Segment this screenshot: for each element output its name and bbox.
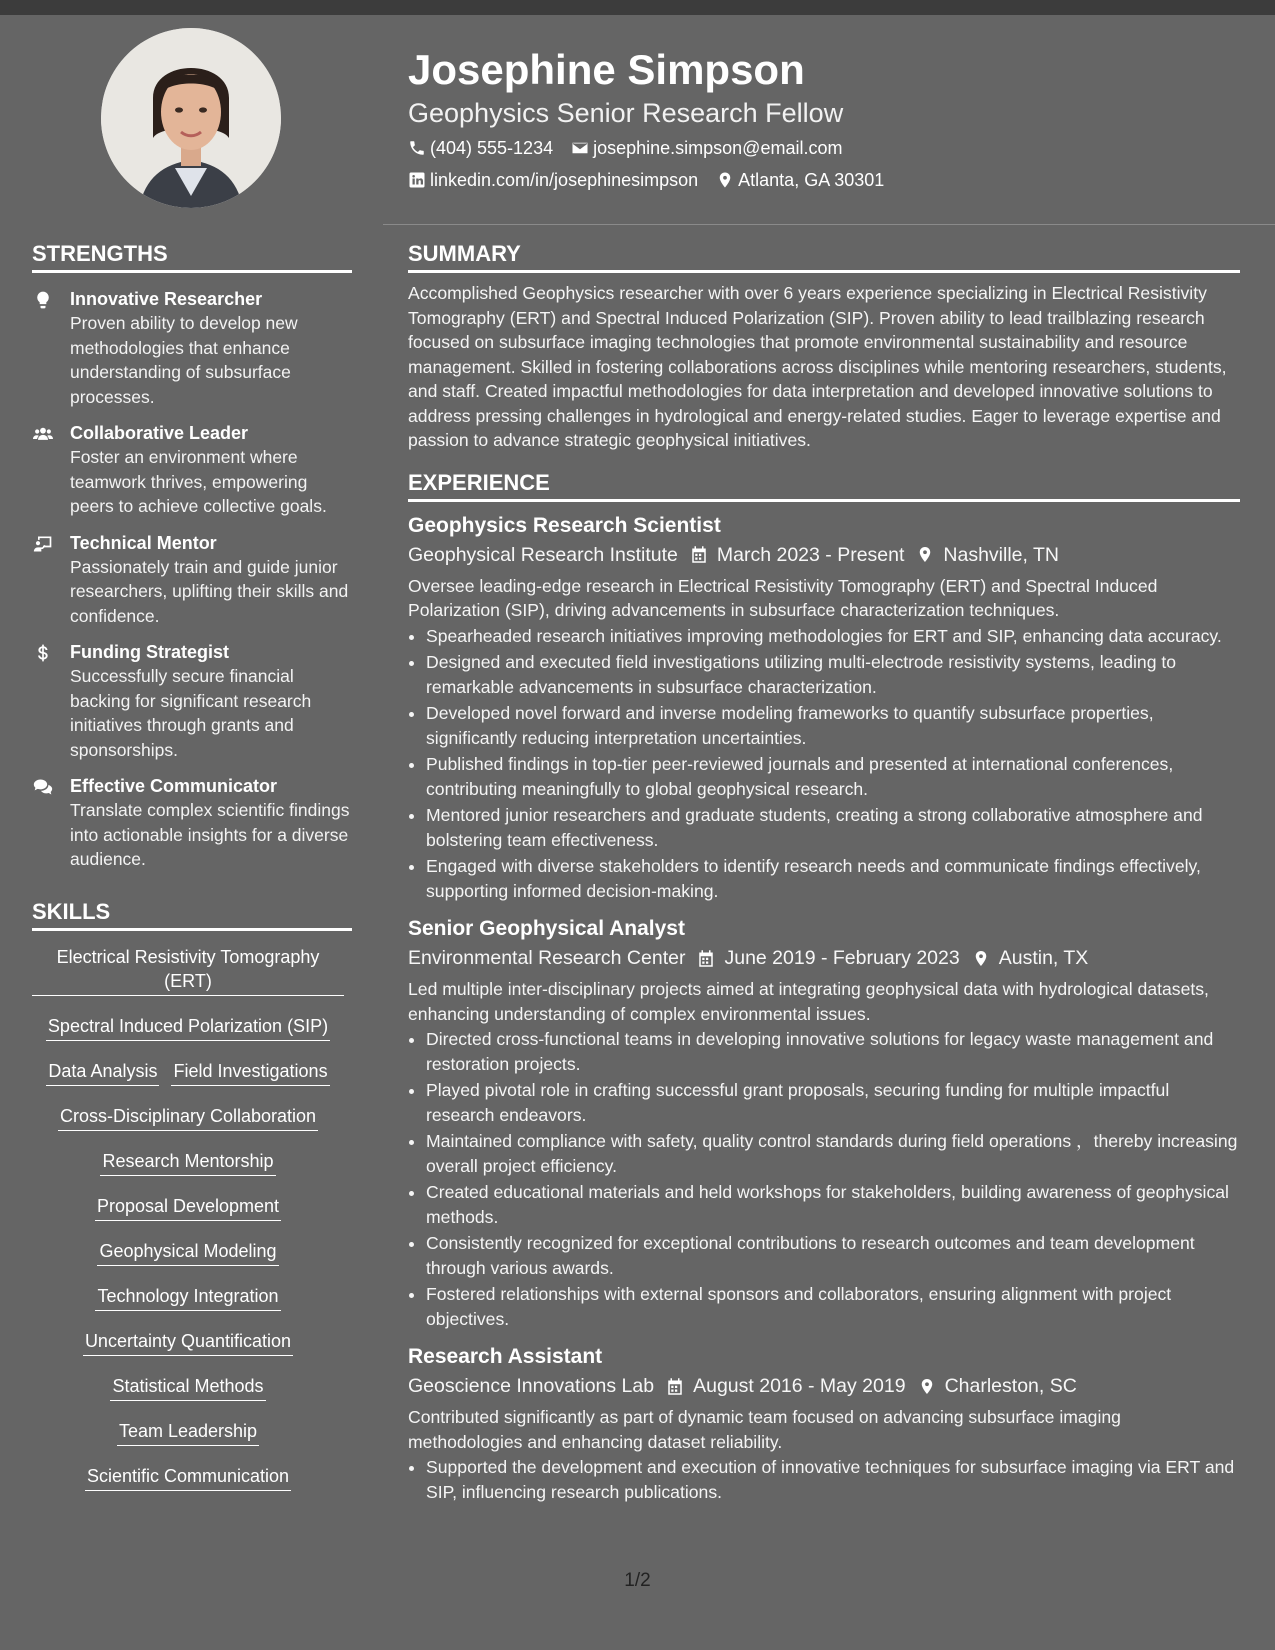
- job-dates: June 2019 - February 2023: [724, 947, 960, 969]
- resume-header: [408, 44, 1228, 192]
- job-description: Contributed significantly as part of dynamic team focused on advancing subsurface imaging methodologies and enhancing dataset reliability.: [408, 1407, 1121, 1452]
- job-meta: [408, 1372, 1240, 1400]
- skill-tag: Research Mentorship: [100, 1149, 275, 1176]
- envelope-icon: [571, 139, 589, 157]
- linkedin-contact[interactable]: [408, 168, 698, 192]
- strength-name: Effective Communicator: [70, 776, 278, 796]
- strength-item: [32, 531, 352, 629]
- experience-list: [408, 512, 1240, 1505]
- header-divider: [383, 224, 1275, 225]
- phone-contact: [408, 136, 553, 160]
- strengths-heading: STRENGTHS: [32, 240, 352, 273]
- skill-tag: Field Investigations: [171, 1059, 329, 1086]
- chalkboard-teacher-icon: [32, 534, 54, 554]
- summary-heading: SUMMARY: [408, 240, 1240, 273]
- job-bullet: • Engaged with diverse stakeholders to identify research needs and communicate findings effectively, supporting informed decision-making.: [426, 854, 1240, 903]
- candidate-title: Geophysics Senior Research Fellow: [408, 98, 844, 128]
- map-marker-icon: [918, 1377, 936, 1396]
- job-bullet: • Consistently recognized for exceptional contributions to research outcomes and team development through various awards.: [426, 1231, 1240, 1280]
- job-role: Geophysics Research Scientist: [408, 513, 721, 537]
- skill-tag: Statistical Methods: [110, 1374, 265, 1401]
- strength-description: Successfully secure financial backing for significant research initiatives through grants and sponsorships.: [70, 666, 312, 760]
- skill-tag: Geophysical Modeling: [97, 1239, 278, 1266]
- job-company: Environmental Research Center: [408, 947, 686, 969]
- job-bullet: • Supported the development and execution of innovative techniques for subsurface imaging via ERT and SIP, influencing research publications.: [426, 1455, 1240, 1504]
- skill-tag: Cross-Disciplinary Collaboration: [58, 1104, 318, 1131]
- skill-tag: Proposal Development: [95, 1194, 281, 1221]
- strengths-list: [32, 287, 352, 872]
- job-company: Geophysical Research Institute: [408, 543, 678, 566]
- job-entry: [408, 1343, 1240, 1504]
- job-company: Geoscience Innovations Lab: [408, 1375, 655, 1397]
- email-contact[interactable]: [571, 136, 842, 160]
- strength-description: Proven ability to develop new methodologies that enhance understanding of subsurface processes.: [70, 313, 298, 407]
- map-marker-icon: [972, 949, 990, 968]
- skill-tag: Scientific Communication: [85, 1464, 291, 1491]
- calendar-icon: [690, 545, 708, 564]
- location-text: Atlanta, GA 30301: [738, 170, 885, 190]
- job-bullet: • Developed novel forward and inverse modeling frameworks to quantify subsurface properties, significantly reducing interpretation uncertainties.: [426, 701, 1240, 750]
- job-bullet: • Played pivotal role in crafting successful grant proposals, securing funding for multiple impactful research endeavors.: [426, 1078, 1240, 1127]
- job-bullet: • Spearheaded research initiatives improving methodologies for ERT and SIP, enhancing data accuracy.: [426, 624, 1240, 649]
- linkedin-icon: [408, 171, 426, 189]
- job-description: Led multiple inter-disciplinary projects aimed at integrating geophysical data with hydrological datasets, enhancing understanding of complex environmental issues.: [408, 979, 1209, 1024]
- main-content: [408, 240, 1240, 1506]
- skill-tag: Technology Integration: [95, 1284, 280, 1311]
- phone-icon: [408, 139, 426, 157]
- job-meta: [408, 944, 1240, 972]
- top-bar: [0, 0, 1275, 15]
- dollar-sign-icon: [32, 643, 54, 663]
- users-icon: [32, 424, 54, 444]
- skill-tag: Team Leadership: [117, 1419, 259, 1446]
- strength-name: Innovative Researcher: [70, 289, 263, 309]
- contact-row-2: [408, 168, 1228, 192]
- job-bullet: • Fostered relationships with external sponsors and collaborators, ensuring alignment with project objectives.: [426, 1282, 1240, 1331]
- job-role: Research Assistant: [408, 1345, 603, 1368]
- calendar-icon: [666, 1377, 684, 1396]
- job-dates: March 2023 - Present: [716, 543, 905, 566]
- job-location: Charleston, SC: [944, 1375, 1077, 1397]
- job-bullets: [408, 1027, 1240, 1331]
- job-role: Senior Geophysical Analyst: [408, 917, 685, 940]
- job-dates: August 2016 - May 2019: [693, 1375, 906, 1397]
- job-description: Oversee leading-edge research in Electrical Resistivity Tomography (ERT) and Spectral Induced Polarization (SIP), driving advancements in subsurface characterization techniques.: [408, 575, 1158, 620]
- email-link[interactable]: josephine.simpson@email.com: [593, 138, 843, 158]
- strength-description: Passionately train and guide junior researchers, uplifting their skills and confidence.: [70, 556, 349, 626]
- skills-heading: SKILLS: [32, 898, 352, 931]
- calendar-icon: [697, 949, 715, 968]
- job-location: Austin, TX: [998, 947, 1089, 969]
- job-entry: [408, 915, 1240, 1331]
- summary-text: Accomplished Geophysics researcher with over 6 years experience specializing in Electrical Resistivity Tomography (ERT) and Spectral Induced Polarization (SIP). Proven ability to lead trailblazing research focused on subsurface imaging technologies that promote environmental sustainability and resource management. Skilled in fostering collaborations across disciplines while mentoring researchers, students, and staff. Created impactful methodologies for data interpretation and developed innovative solutions to address pressing challenges in hydrological and energy-related studies. Eager to leverage expertise and passion to advance strategic geophysical initiatives.: [408, 283, 1227, 450]
- job-bullets: [408, 1455, 1240, 1504]
- skills-list: [32, 945, 344, 1509]
- sidebar: [32, 240, 352, 1509]
- page-number: 1/2: [624, 1570, 651, 1591]
- profile-photo: [101, 28, 281, 208]
- linkedin-link[interactable]: linkedin.com/in/josephinesimpson: [430, 170, 699, 190]
- map-marker-icon: [916, 545, 934, 564]
- strength-description: Foster an environment where teamwork thrives, empowering peers to achieve collective goals.: [70, 447, 327, 516]
- experience-heading: EXPERIENCE: [408, 469, 1240, 502]
- location-contact: [716, 168, 884, 192]
- strength-item: [32, 287, 352, 409]
- job-bullet: • Designed and executed field investigations utilizing multi-electrode resistivity systems, leading to remarkable advancements in subsurface characterization.: [426, 650, 1240, 699]
- strength-item: [32, 774, 352, 872]
- skill-tag: Electrical Resistivity Tomography (ERT): [32, 945, 344, 996]
- job-meta: [408, 541, 1240, 569]
- candidate-name: Josephine Simpson: [408, 46, 805, 93]
- job-bullet: • Maintained compliance with safety, quality control standards during field operations ，thereby increasing overall project efficiency.: [426, 1129, 1240, 1178]
- strength-item: [32, 421, 352, 519]
- map-marker-icon: [716, 171, 734, 189]
- comments-icon: [32, 777, 54, 797]
- job-bullet: • Mentored junior researchers and graduate students, creating a strong collaborative atmosphere and bolstering team effectiveness.: [426, 803, 1240, 852]
- contact-row-1: [408, 136, 1228, 160]
- lightbulb-icon: [32, 290, 54, 310]
- job-bullet: • Created educational materials and held workshops for stakeholders, building awareness of geophysical methods.: [426, 1180, 1240, 1229]
- job-bullet: • Directed cross-functional teams in developing innovative solutions for legacy waste management and restoration projects.: [426, 1027, 1240, 1076]
- strength-description: Translate complex scientific findings into actionable insights for a diverse audience.: [70, 800, 350, 869]
- strength-name: Collaborative Leader: [70, 423, 249, 443]
- strength-name: Funding Strategist: [70, 642, 229, 662]
- skill-tag: Data Analysis: [46, 1059, 159, 1086]
- skill-tag: Uncertainty Quantification: [83, 1329, 293, 1356]
- job-bullets: [408, 624, 1240, 904]
- job-bullet: • Published findings in top-tier peer-reviewed journals and presented at international conferences, contributing meaningfully to global geophysical research.: [426, 752, 1240, 801]
- strength-item: [32, 640, 352, 762]
- job-location: Nashville, TN: [943, 543, 1059, 566]
- strength-name: Technical Mentor: [70, 532, 217, 553]
- phone-text: (404) 555-1234: [430, 138, 554, 158]
- job-entry: [408, 512, 1240, 904]
- skill-tag: Spectral Induced Polarization (SIP): [46, 1014, 330, 1041]
